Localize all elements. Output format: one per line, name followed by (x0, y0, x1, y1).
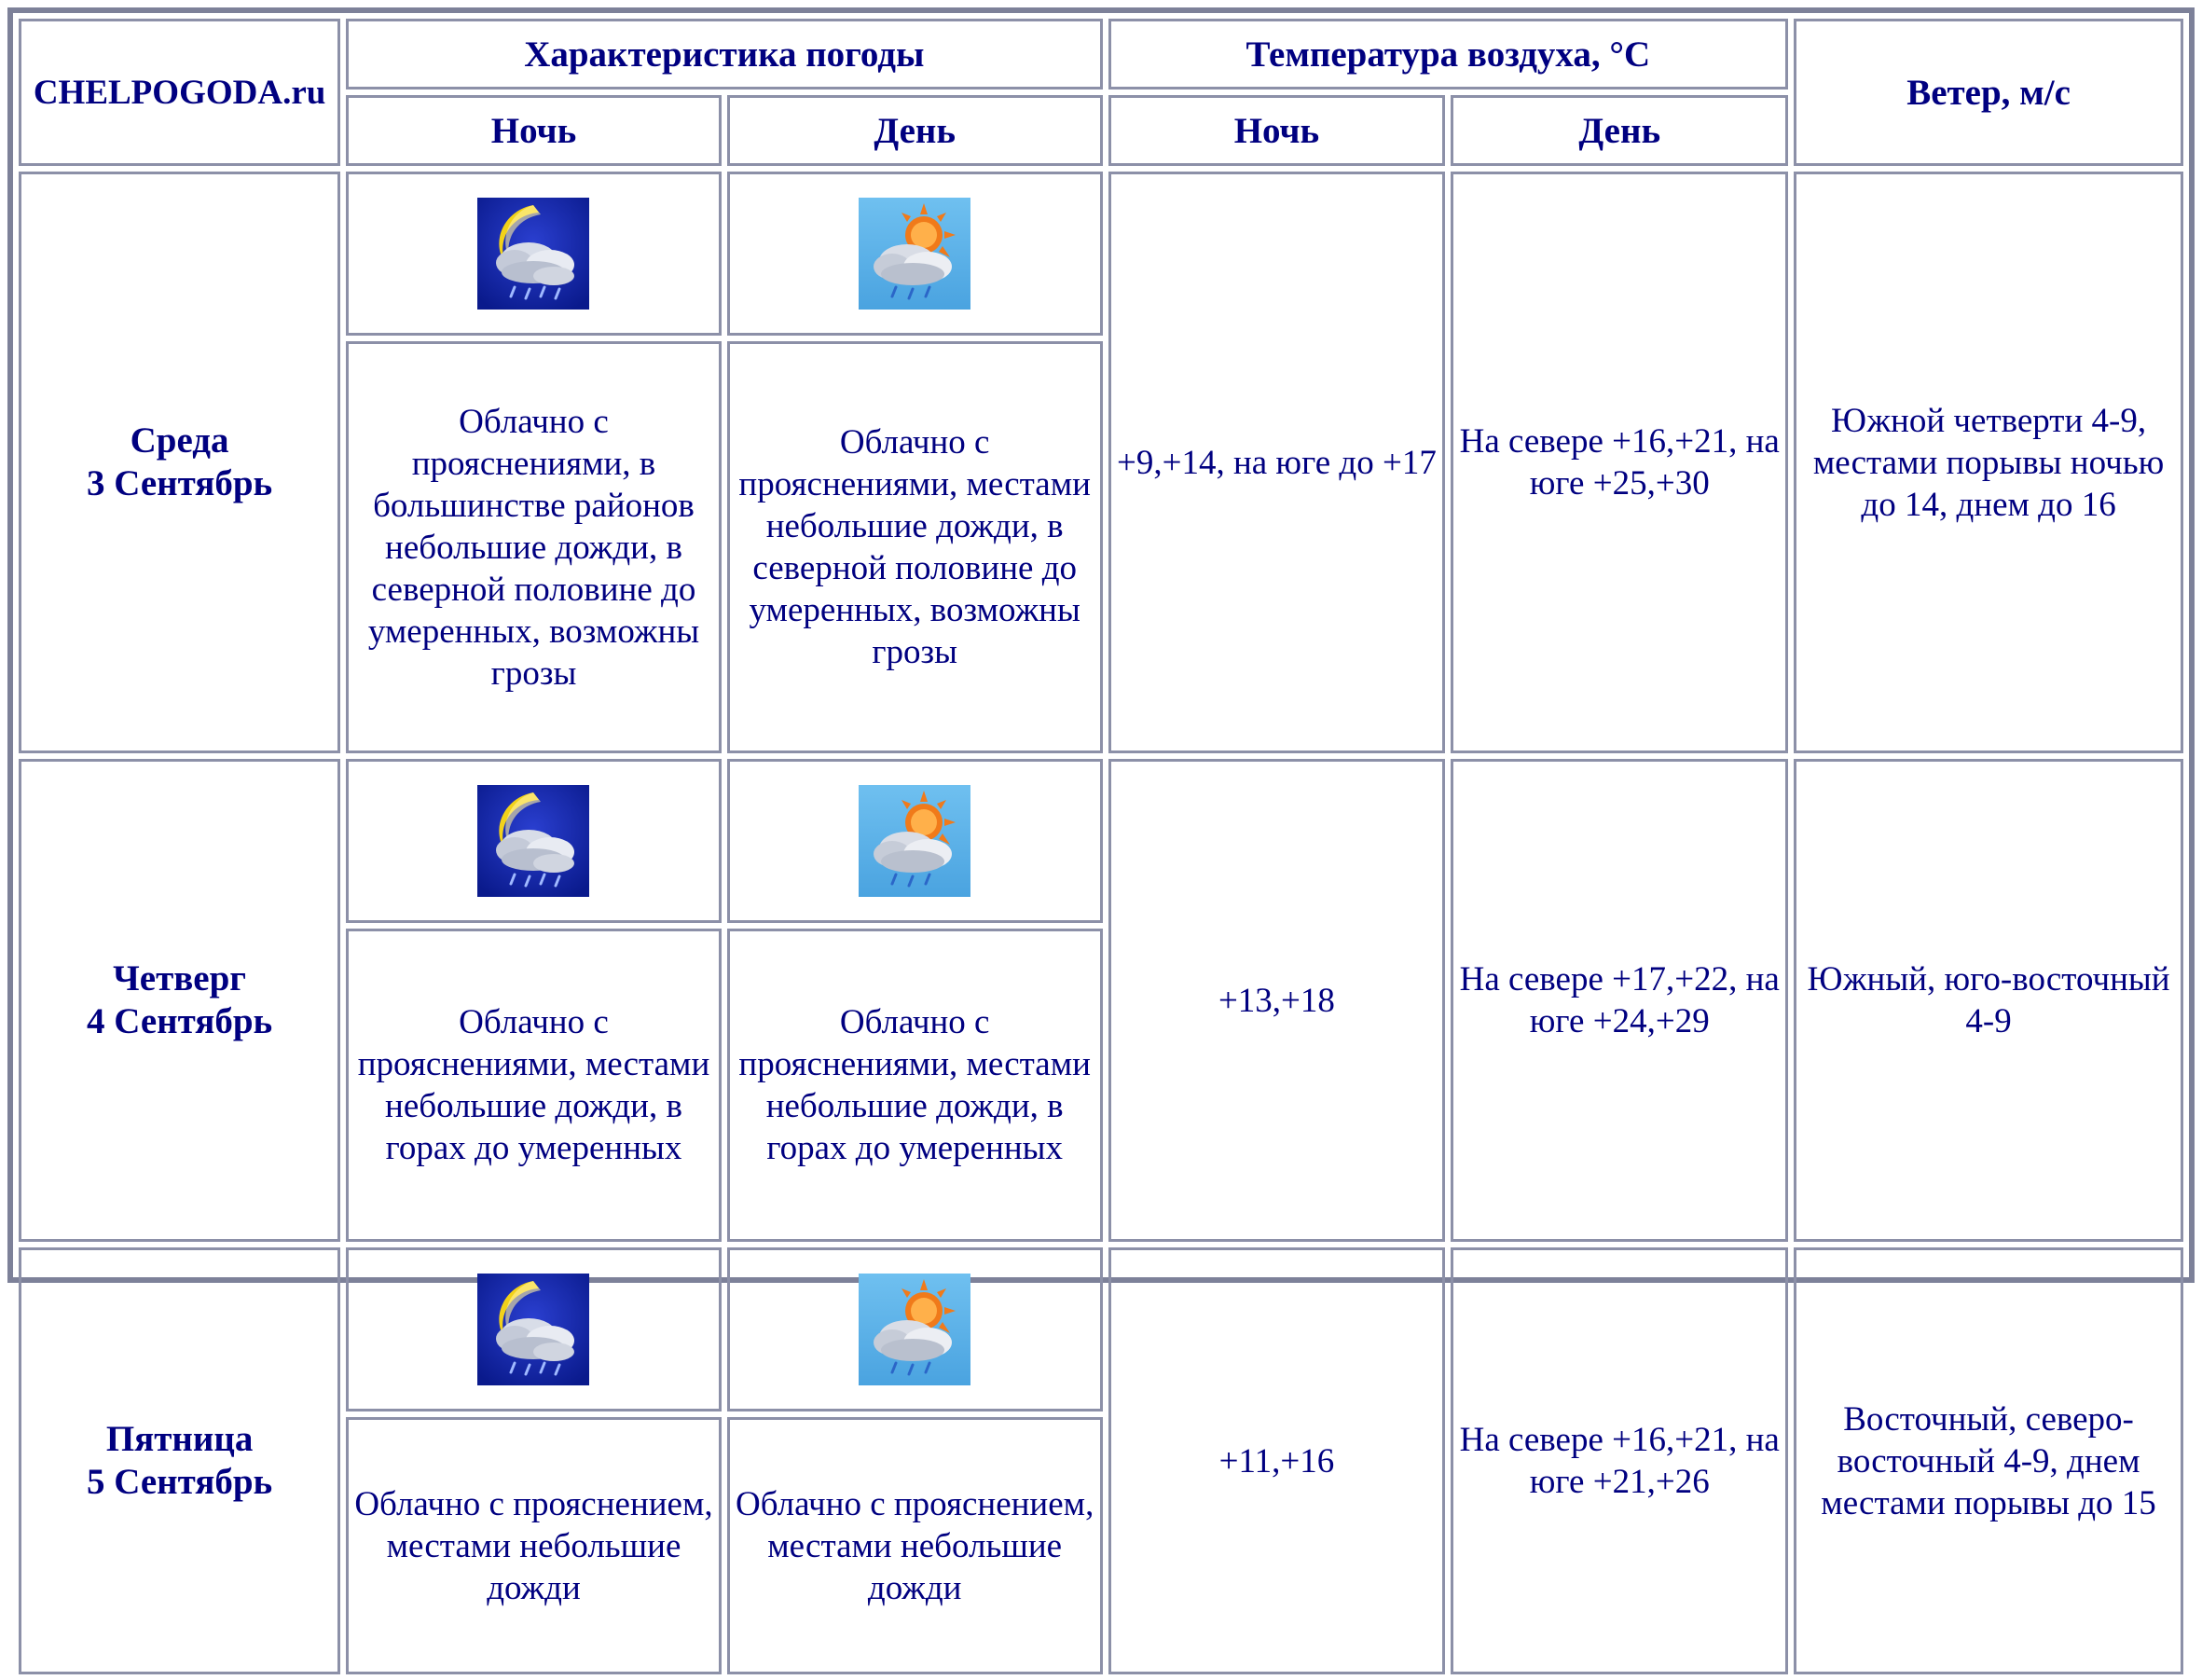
temp-day-cell: На севере +17,+22, на юге +24,+29 (1451, 759, 1788, 1242)
day-cell (19, 759, 340, 1242)
day-sun-cloud-rain-icon (859, 1274, 970, 1385)
night-icon-cell (346, 172, 722, 336)
weekday-label: Пятница (105, 1419, 254, 1459)
date-label: 5 Сентябрь (86, 1462, 273, 1502)
forecast-rows (19, 172, 2183, 1674)
day-icon-cell (727, 1247, 1103, 1411)
table-row (19, 759, 2183, 923)
date-label: 4 Сентябрь (86, 1001, 273, 1041)
night-desc-cell: Облачно с прояснениями, в большинстве районов небольшие дожди, в северной половине до умеренных, возможны грозы (346, 341, 722, 753)
forecast-table (13, 13, 2189, 1680)
day-icon-cell (727, 759, 1103, 923)
forecast-frame (7, 7, 2195, 1607)
weekday-label: Среда (130, 420, 229, 461)
header-air-temp: Температура воздуха, °C (1108, 19, 1789, 90)
wind-cell: Восточный, северо-восточный 4-9, днем местами порывы до 15 (1794, 1247, 2183, 1674)
day-sun-cloud-rain-icon (859, 785, 970, 897)
temp-day-cell: На севере +16,+21, на юге +21,+26 (1451, 1247, 1788, 1674)
temp-night-cell: +11,+16 (1108, 1247, 1446, 1674)
wind-cell: Южной четверти 4-9, местами порывы ночью до 14, днем до 16 (1794, 172, 2183, 753)
night-desc-cell: Облачно с прояснением, местами небольшие дожди (346, 1417, 722, 1674)
day-desc-cell: Облачно с прояснениями, местами небольшие дожди, в горах до умеренных (727, 929, 1103, 1242)
header-char-night: Ночь (346, 95, 722, 166)
night-moon-cloud-rain-icon (477, 785, 589, 897)
day-desc-cell: Облачно с прояснениями, местами небольшие дожди, в северной половине до умеренных, возможны грозы (727, 341, 1103, 753)
day-cell (19, 172, 340, 753)
header-wind: Ветер, м/с (1794, 19, 2183, 166)
day-desc-cell: Облачно с прояснением, местами небольшие дожди (727, 1417, 1103, 1674)
night-moon-cloud-rain-icon (477, 1274, 589, 1385)
wind-cell: Южный, юго-восточный 4-9 (1794, 759, 2183, 1242)
header-temp-night: Ночь (1108, 95, 1446, 166)
brand-cell (19, 19, 340, 166)
temp-night-cell: +9,+14, на юге до +17 (1108, 172, 1446, 753)
header-weather-char: Характеристика погоды (346, 19, 1102, 90)
header-char-day: День (727, 95, 1103, 166)
weekday-label: Четверг (113, 958, 247, 998)
header-temp-day: День (1451, 95, 1788, 166)
night-desc-cell: Облачно с прояснениями, местами небольшие дожди, в горах до умеренных (346, 929, 722, 1242)
temp-day-cell: На севере +16,+21, на юге +25,+30 (1451, 172, 1788, 753)
table-row (19, 172, 2183, 336)
day-sun-cloud-rain-icon (859, 198, 970, 310)
night-icon-cell (346, 759, 722, 923)
day-icon-cell (727, 172, 1103, 336)
date-label: 3 Сентябрь (86, 463, 273, 503)
day-cell (19, 1247, 340, 1674)
night-icon-cell (346, 1247, 722, 1411)
night-moon-cloud-rain-icon (477, 198, 589, 310)
brand-label: CHELPOGODA.ru (33, 73, 326, 112)
temp-night-cell: +13,+18 (1108, 759, 1446, 1242)
table-row (19, 1247, 2183, 1411)
